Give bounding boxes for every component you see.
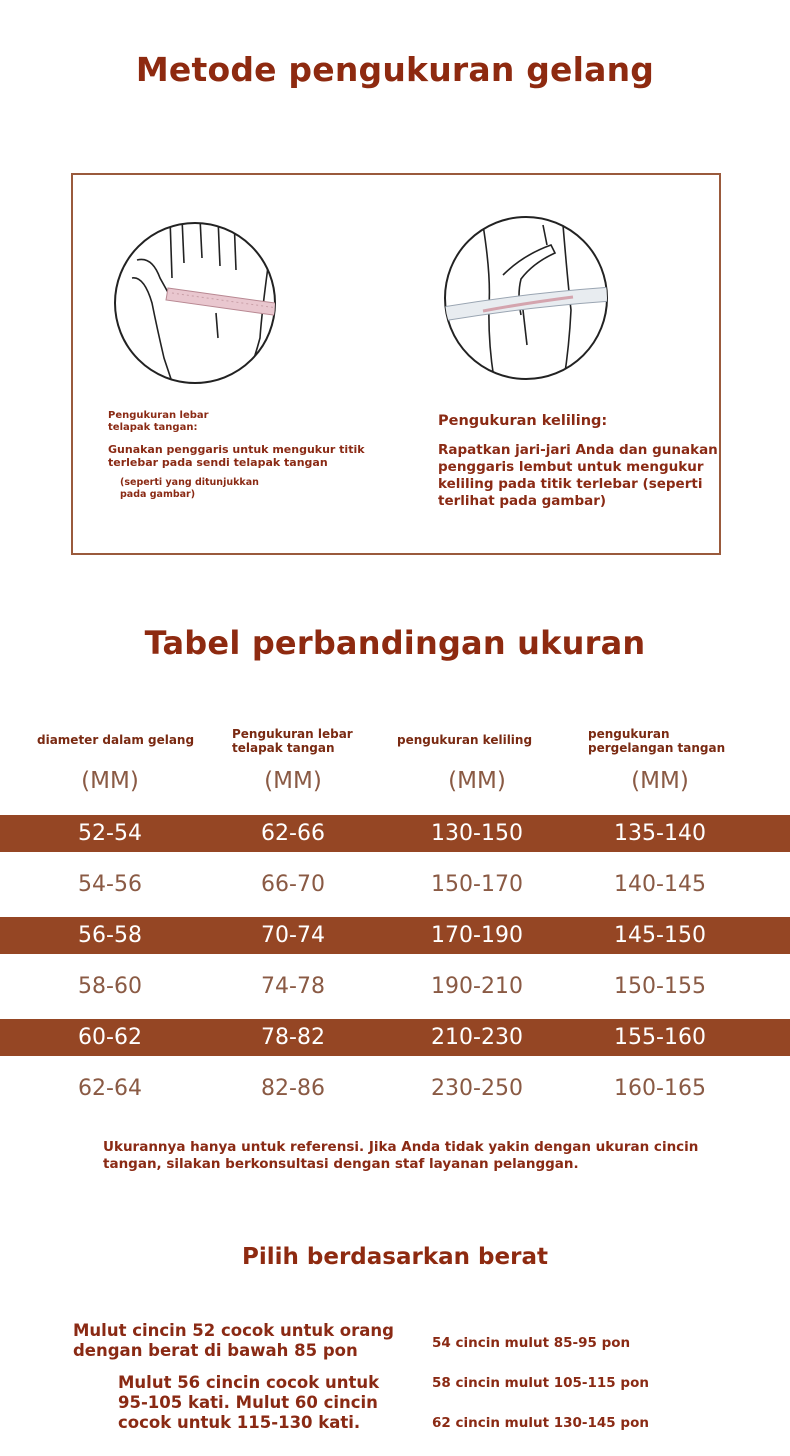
left-heading-line2: telapak tangan: [108, 422, 198, 433]
left-note-line2: pada gambar) [120, 489, 196, 500]
disclaimer [103, 1139, 698, 1173]
unit-col2: (MM) [264, 768, 322, 794]
right-desc-line3: keliling pada titik terlebar (seperti [438, 476, 703, 492]
table-row [0, 1070, 790, 1107]
table-cell: 170-190 [431, 923, 523, 948]
weight-right-item: 58 cincin mulut 105-115 pon [432, 1375, 649, 1391]
weight-right-item: 62 cincin mulut 130-145 pon [432, 1415, 649, 1431]
table-cell: 135-140 [614, 821, 706, 846]
disclaimer-line2: tangan, silakan berkonsultasi dengan staf layanan pelanggan. [103, 1156, 579, 1172]
weight-left-1-line2: dengan berat di bawah 85 pon [73, 1341, 358, 1360]
table-cell: 66-70 [261, 872, 325, 897]
table-title: Tabel perbandingan ukuran [144, 624, 646, 662]
table-cell: 130-150 [431, 821, 523, 846]
table-cell: 62-64 [78, 1076, 142, 1101]
left-desc-line2: terlebar pada sendi telapak tangan [108, 456, 328, 469]
unit-col4: (MM) [631, 768, 689, 794]
left-heading-line1: Pengukuran lebar [108, 410, 209, 421]
table-cell: 140-145 [614, 872, 706, 897]
header-palm-width [232, 727, 353, 755]
table-cell: 210-230 [431, 1025, 523, 1050]
right-desc-line1: Rapatkan jari-jari Anda dan gunakan [438, 442, 718, 458]
header-palm-width-line1: Pengukuran lebar [232, 727, 353, 741]
left-note-line1: (seperti yang ditunjukkan [120, 477, 259, 488]
unit-col3: (MM) [448, 768, 506, 794]
table-row [0, 866, 790, 903]
unit-col1: (MM) [81, 768, 139, 794]
disclaimer-line1: Ukurannya hanya untuk referensi. Jika Anda tidak yakin dengan ukuran cincin [103, 1139, 699, 1155]
header-inner-diameter: diameter dalam gelang [37, 733, 195, 747]
table-row [0, 815, 790, 852]
table-cell: 56-58 [78, 923, 142, 948]
weight-right-item: 54 cincin mulut 85-95 pon [432, 1335, 631, 1351]
table-cell: 160-165 [614, 1076, 706, 1101]
header-wrist [588, 727, 725, 755]
circumference-illustration [443, 215, 613, 385]
page-title: Metode pengukuran gelang [135, 50, 655, 89]
palm-width-illustration [112, 218, 282, 388]
table-row [0, 1019, 790, 1056]
table-cell: 150-170 [431, 872, 523, 897]
table-cell: 190-210 [431, 974, 523, 999]
header-palm-width-line2: telapak tangan [232, 741, 335, 755]
weight-left-1-line1: Mulut cincin 52 cocok untuk orang [73, 1321, 394, 1340]
header-circumference: pengukuran keliling [397, 733, 533, 747]
weight-left-2-line3: cocok untuk 115-130 kati. [118, 1413, 361, 1432]
table-cell: 78-82 [261, 1025, 325, 1050]
table-cell: 145-150 [614, 923, 706, 948]
table-cell: 82-86 [261, 1076, 325, 1101]
table-cell: 70-74 [261, 923, 325, 948]
header-wrist-line1: pengukuran [588, 727, 670, 741]
table-cell: 62-66 [261, 821, 325, 846]
header-wrist-line2: pergelangan tangan [588, 741, 726, 755]
weight-left-2-line2: 95-105 kati. Mulut 60 cincin [118, 1393, 378, 1412]
weight-title: Pilih berdasarkan berat [242, 1244, 548, 1270]
table-cell: 60-62 [78, 1025, 142, 1050]
table-cell: 52-54 [78, 821, 142, 846]
right-desc-line2: penggaris lembut untuk mengukur [438, 459, 704, 475]
weight-left-2-line1: Mulut 56 cincin cocok untuk [118, 1373, 380, 1392]
table-cell: 54-56 [78, 872, 142, 897]
table-cell: 150-155 [614, 974, 706, 999]
weight-left-1 [73, 1321, 394, 1361]
table-cell: 155-160 [614, 1025, 706, 1050]
table-cell: 58-60 [78, 974, 142, 999]
table-row [0, 968, 790, 1005]
table-row [0, 917, 790, 954]
right-heading: Pengukuran keliling: [438, 413, 608, 429]
weight-left-2 [118, 1373, 379, 1433]
left-desc-line1: Gunakan penggaris untuk mengukur titik [108, 443, 365, 456]
table-cell: 230-250 [431, 1076, 523, 1101]
table-cell: 74-78 [261, 974, 325, 999]
right-desc-line4: terlihat pada gambar) [438, 493, 607, 509]
